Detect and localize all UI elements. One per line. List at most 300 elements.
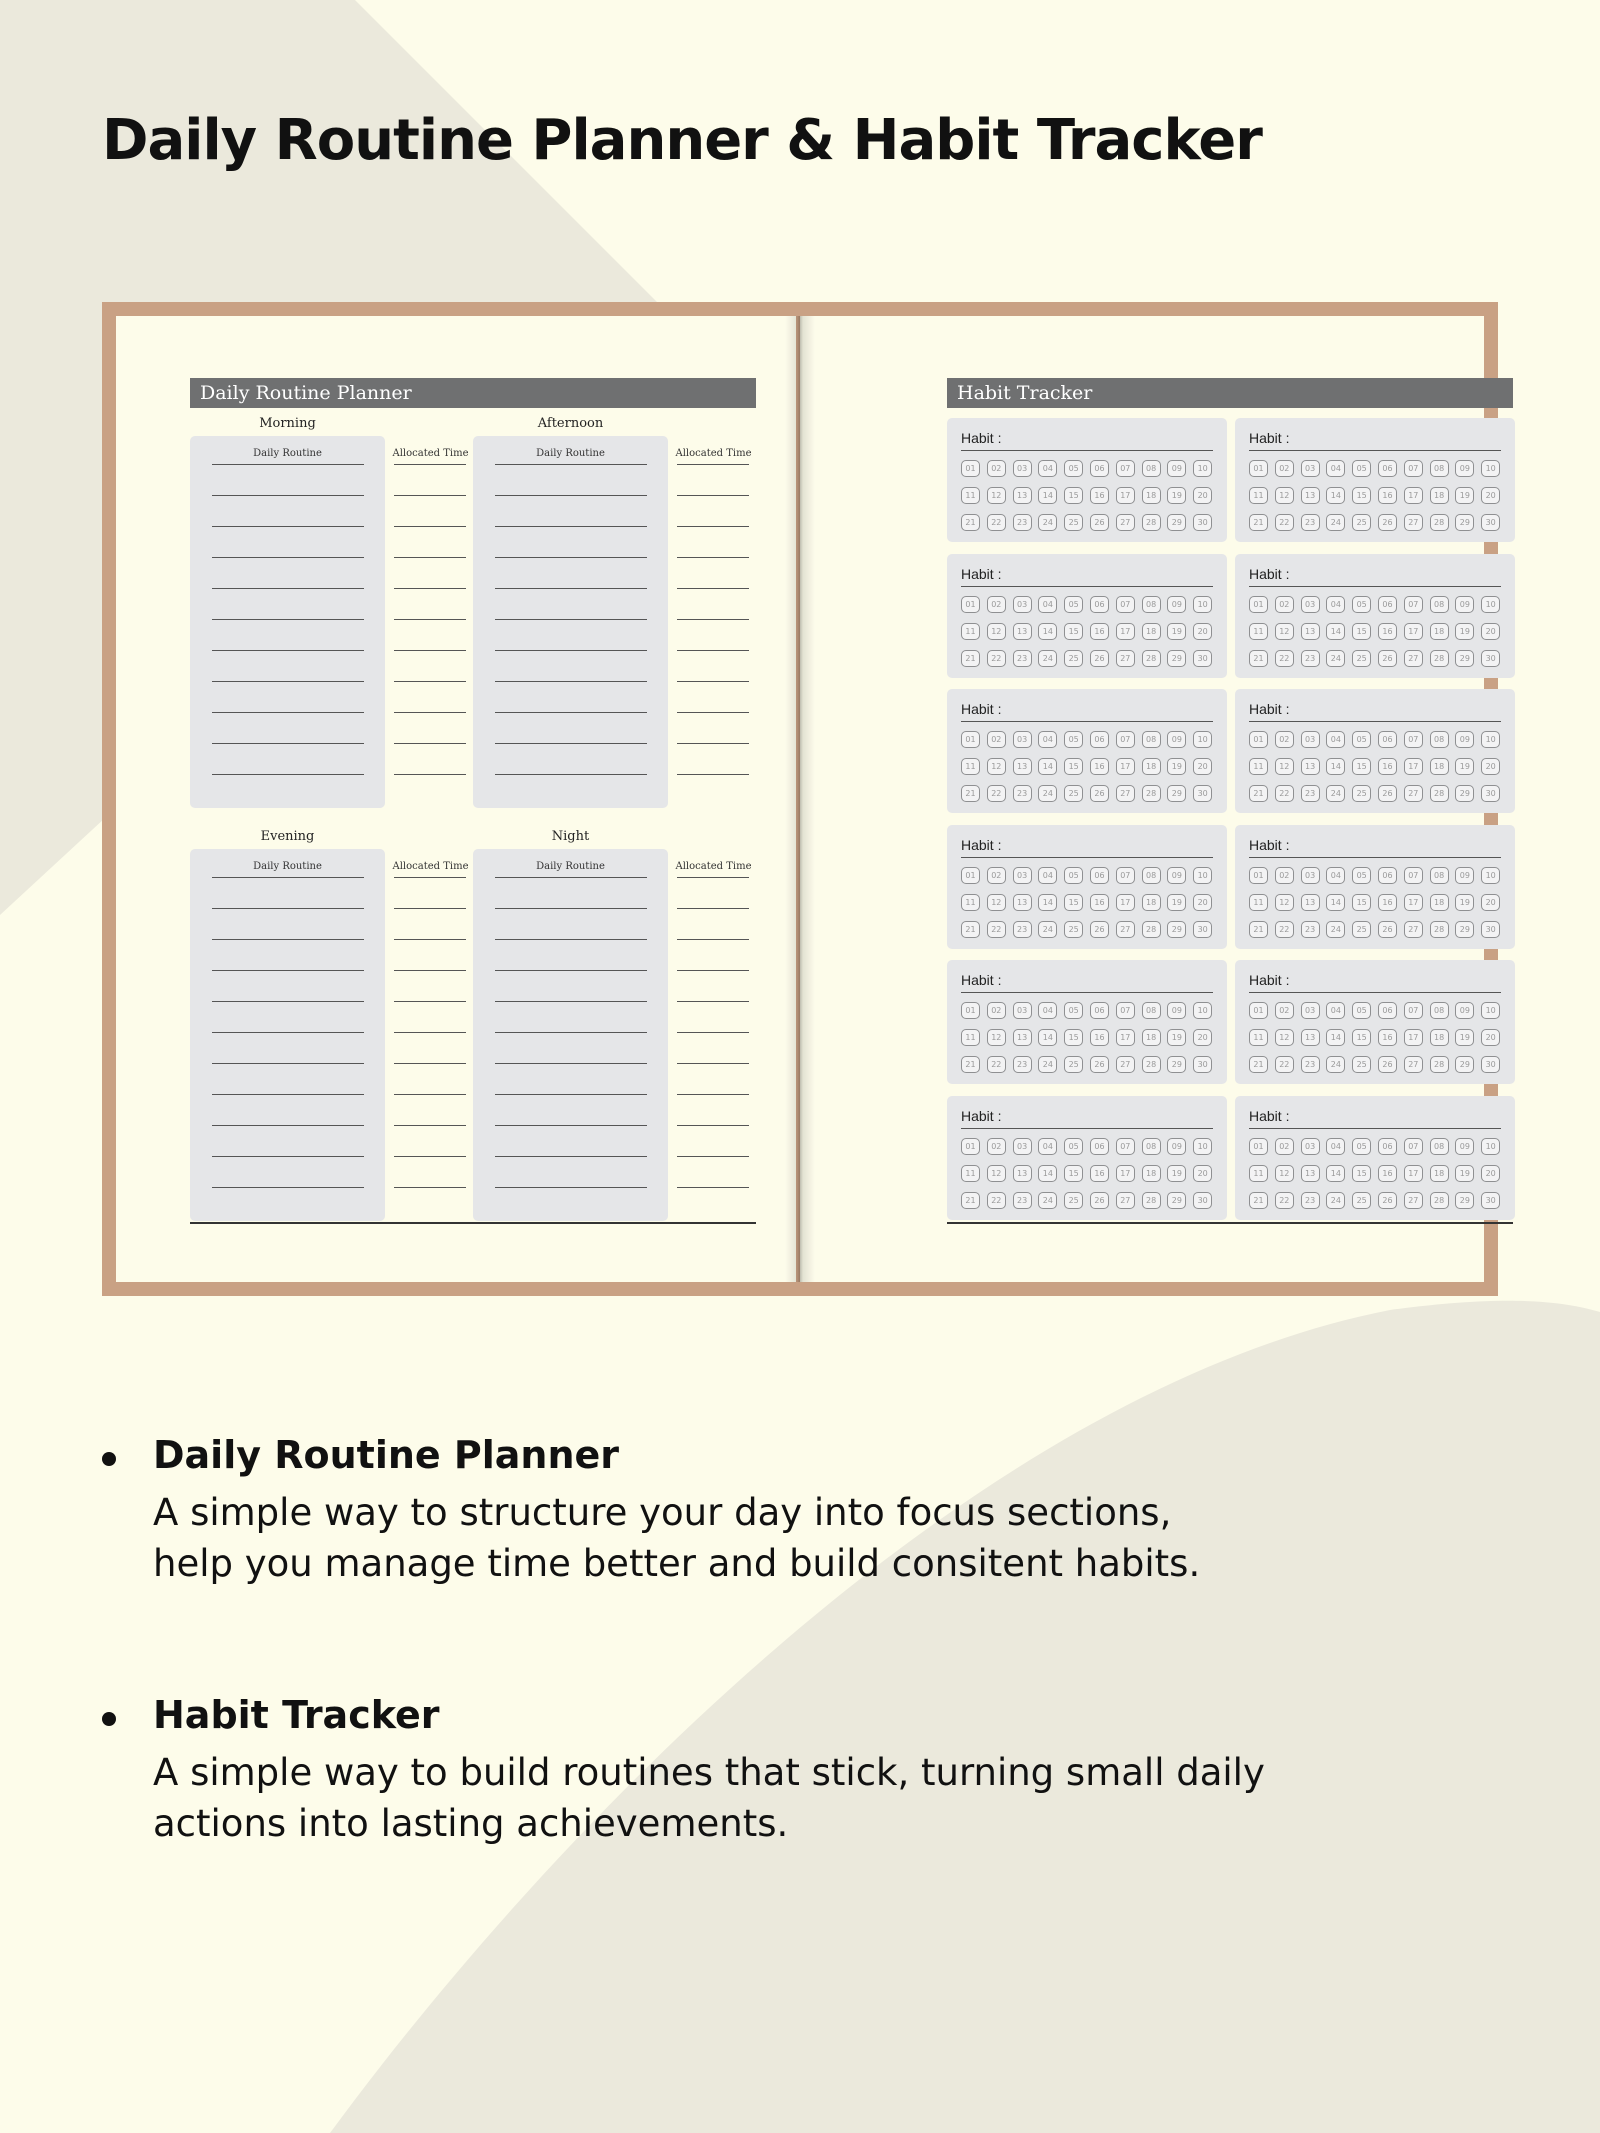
day-checkbox: 19 <box>1455 758 1474 775</box>
day-checkbox: 07 <box>1404 1002 1423 1019</box>
section-label: Evening <box>260 829 315 844</box>
time-line <box>677 650 749 651</box>
day-checkbox: 09 <box>1455 460 1474 477</box>
day-checkbox: 25 <box>1064 1192 1083 1209</box>
day-checkbox: 20 <box>1193 1165 1212 1182</box>
habit-name-line <box>1249 992 1501 993</box>
day-checkbox: 12 <box>1275 1165 1294 1182</box>
day-checkbox: 07 <box>1404 731 1423 748</box>
routine-line <box>212 939 364 940</box>
day-checkbox: 28 <box>1142 921 1161 938</box>
day-checkbox: 28 <box>1142 1192 1161 1209</box>
day-checkbox: 07 <box>1116 1138 1135 1155</box>
time-line <box>394 1187 466 1188</box>
day-checkbox: 21 <box>1249 514 1268 531</box>
day-checkbox: 05 <box>1352 1002 1371 1019</box>
day-checkbox: 05 <box>1064 596 1083 613</box>
day-checkbox: 12 <box>987 623 1006 640</box>
time-line <box>677 1001 749 1002</box>
day-checkbox: 22 <box>987 1192 1006 1209</box>
day-checkbox: 07 <box>1404 1138 1423 1155</box>
day-checkbox: 27 <box>1116 1056 1135 1073</box>
day-checkbox: 25 <box>1352 1056 1371 1073</box>
day-checkbox: 13 <box>1013 1029 1032 1046</box>
page-baseline <box>947 1222 1513 1224</box>
day-checkbox: 27 <box>1404 650 1423 667</box>
routine-line <box>495 877 647 878</box>
routine-line <box>495 712 647 713</box>
time-line <box>394 464 466 465</box>
day-checkbox: 24 <box>1326 1056 1345 1073</box>
day-checkbox: 20 <box>1193 894 1212 911</box>
day-checkbox: 24 <box>1038 921 1057 938</box>
routine-line <box>495 1063 647 1064</box>
day-checkbox: 30 <box>1193 1056 1212 1073</box>
day-checkbox: 04 <box>1326 460 1345 477</box>
routine-line <box>212 1001 364 1002</box>
day-checkbox: 20 <box>1481 758 1500 775</box>
day-checkbox: 18 <box>1430 758 1449 775</box>
day-checkbox: 19 <box>1167 894 1186 911</box>
day-checkbox: 18 <box>1142 1165 1161 1182</box>
habit-name-line <box>1249 721 1501 722</box>
planner-title-bar: Daily Routine Planner <box>190 378 756 408</box>
time-line <box>677 970 749 971</box>
habit-card <box>1235 1096 1515 1220</box>
day-checkbox: 27 <box>1404 1192 1423 1209</box>
day-checkbox: 19 <box>1455 1029 1474 1046</box>
day-checkbox: 29 <box>1167 921 1186 938</box>
feature-description <box>153 1487 1403 1589</box>
day-checkbox: 04 <box>1326 731 1345 748</box>
section-label: Morning <box>259 416 316 431</box>
day-checkbox: 12 <box>1275 487 1294 504</box>
day-checkbox: 27 <box>1116 650 1135 667</box>
day-checkbox: 10 <box>1481 596 1500 613</box>
routine-line <box>495 1187 647 1188</box>
day-checkbox: 07 <box>1116 1002 1135 1019</box>
day-checkbox: 15 <box>1352 487 1371 504</box>
day-checkbox: 05 <box>1352 1138 1371 1155</box>
day-checkbox: 22 <box>987 1056 1006 1073</box>
day-checkbox: 20 <box>1193 1029 1212 1046</box>
day-checkbox: 09 <box>1455 1002 1474 1019</box>
routine-line <box>495 1032 647 1033</box>
day-checkbox: 16 <box>1090 487 1109 504</box>
day-checkbox: 25 <box>1352 921 1371 938</box>
day-checkbox: 21 <box>961 785 980 802</box>
time-line <box>677 1125 749 1126</box>
day-checkbox: 26 <box>1090 785 1109 802</box>
day-checkbox: 02 <box>987 460 1006 477</box>
day-checkbox: 03 <box>1013 1138 1032 1155</box>
day-checkbox: 09 <box>1167 596 1186 613</box>
day-checkbox: 15 <box>1352 623 1371 640</box>
day-checkbox: 22 <box>1275 921 1294 938</box>
routine-line <box>212 877 364 878</box>
day-checkbox: 09 <box>1455 1138 1474 1155</box>
day-checkbox: 25 <box>1352 785 1371 802</box>
time-line <box>677 495 749 496</box>
time-line <box>394 1001 466 1002</box>
day-checkbox: 03 <box>1301 460 1320 477</box>
day-checkbox: 07 <box>1404 460 1423 477</box>
routine-line <box>495 650 647 651</box>
day-checkbox: 26 <box>1090 1056 1109 1073</box>
habit-label: Habit : <box>961 1107 1002 1124</box>
day-checkbox: 21 <box>1249 1192 1268 1209</box>
day-checkbox: 23 <box>1301 1192 1320 1209</box>
day-checkbox: 09 <box>1455 731 1474 748</box>
routine-line <box>212 526 364 527</box>
day-checkbox: 03 <box>1013 1002 1032 1019</box>
time-line <box>677 557 749 558</box>
day-checkbox: 07 <box>1116 731 1135 748</box>
day-checkbox: 21 <box>1249 1056 1268 1073</box>
routine-line <box>495 774 647 775</box>
day-checkbox: 11 <box>1249 1029 1268 1046</box>
day-checkbox: 12 <box>1275 894 1294 911</box>
day-checkbox: 01 <box>1249 867 1268 884</box>
day-checkbox: 01 <box>1249 731 1268 748</box>
day-checkbox: 18 <box>1142 1029 1161 1046</box>
day-checkbox: 07 <box>1404 867 1423 884</box>
day-checkbox: 23 <box>1301 1056 1320 1073</box>
habit-card <box>947 418 1227 542</box>
day-checkbox: 15 <box>1352 1165 1371 1182</box>
page-title: Daily Routine Planner & Habit Tracker <box>102 108 1262 173</box>
day-checkbox: 28 <box>1430 1056 1449 1073</box>
day-checkbox: 28 <box>1430 1192 1449 1209</box>
day-checkbox: 11 <box>961 1165 980 1182</box>
day-checkbox: 30 <box>1193 514 1212 531</box>
routine-line <box>212 1125 364 1126</box>
day-checkbox: 15 <box>1064 623 1083 640</box>
day-checkbox: 03 <box>1301 1002 1320 1019</box>
column-header-allocated-time: Allocated Time <box>675 861 752 872</box>
habit-card <box>1235 418 1515 542</box>
day-checkbox: 12 <box>1275 758 1294 775</box>
time-line <box>394 712 466 713</box>
day-checkbox: 20 <box>1481 894 1500 911</box>
day-checkbox: 30 <box>1193 921 1212 938</box>
time-line <box>677 774 749 775</box>
day-checkbox: 26 <box>1090 650 1109 667</box>
day-checkbox: 10 <box>1193 1138 1212 1155</box>
day-checkbox: 05 <box>1352 596 1371 613</box>
habit-label: Habit : <box>961 430 1002 446</box>
time-line <box>394 1094 466 1095</box>
day-checkbox: 22 <box>1275 1056 1294 1073</box>
day-checkbox: 14 <box>1326 1029 1345 1046</box>
day-checkbox: 11 <box>961 487 980 504</box>
day-checkbox: 16 <box>1090 894 1109 911</box>
day-checkbox: 09 <box>1167 460 1186 477</box>
day-checkbox: 17 <box>1116 1165 1135 1182</box>
day-checkbox: 12 <box>987 758 1006 775</box>
habit-label: Habit : <box>961 972 1002 988</box>
day-checkbox: 16 <box>1090 1165 1109 1182</box>
day-checkbox: 24 <box>1326 514 1345 531</box>
habit-card <box>1235 689 1515 813</box>
day-checkbox: 23 <box>1301 921 1320 938</box>
day-checkbox: 09 <box>1455 596 1474 613</box>
day-checkbox: 17 <box>1116 487 1135 504</box>
day-checkbox: 28 <box>1430 650 1449 667</box>
time-line <box>677 588 749 589</box>
day-checkbox: 19 <box>1167 487 1186 504</box>
time-line <box>394 619 466 620</box>
day-checkbox: 19 <box>1167 623 1186 640</box>
day-checkbox: 11 <box>961 623 980 640</box>
routine-panel <box>473 436 668 808</box>
day-checkbox: 22 <box>987 650 1006 667</box>
day-checkbox: 21 <box>1249 921 1268 938</box>
day-checkbox: 24 <box>1038 785 1057 802</box>
time-line <box>677 526 749 527</box>
day-checkbox: 25 <box>1352 1192 1371 1209</box>
day-checkbox: 19 <box>1167 758 1186 775</box>
routine-line <box>495 1156 647 1157</box>
day-checkbox: 01 <box>1249 596 1268 613</box>
day-checkbox: 20 <box>1481 623 1500 640</box>
day-checkbox: 13 <box>1301 894 1320 911</box>
day-checkbox: 29 <box>1455 1056 1474 1073</box>
day-checkbox: 02 <box>1275 1002 1294 1019</box>
day-checkbox: 23 <box>1301 650 1320 667</box>
day-checkbox: 02 <box>1275 867 1294 884</box>
habit-label: Habit : <box>961 565 1002 582</box>
day-checkbox: 28 <box>1142 514 1161 531</box>
day-checkbox: 10 <box>1481 1002 1500 1019</box>
day-checkbox: 15 <box>1352 758 1371 775</box>
routine-line <box>495 619 647 620</box>
feature-title: Daily Routine Planner <box>153 1433 620 1477</box>
day-checkbox: 13 <box>1301 758 1320 775</box>
day-checkbox: 16 <box>1378 894 1397 911</box>
habit-label: Habit : <box>961 701 1002 717</box>
day-checkbox: 15 <box>1352 1029 1371 1046</box>
tracker-title-bar: Habit Tracker <box>947 378 1513 408</box>
day-checkbox: 18 <box>1142 487 1161 504</box>
day-checkbox: 08 <box>1142 731 1161 748</box>
routine-line <box>212 588 364 589</box>
day-checkbox: 27 <box>1404 785 1423 802</box>
routine-line <box>212 1032 364 1033</box>
time-line <box>394 526 466 527</box>
day-checkbox: 16 <box>1090 623 1109 640</box>
day-checkbox: 29 <box>1167 1192 1186 1209</box>
day-checkbox: 08 <box>1142 1002 1161 1019</box>
habit-label: Habit : <box>1249 836 1290 853</box>
day-checkbox: 07 <box>1404 596 1423 613</box>
day-checkbox: 23 <box>1013 1192 1032 1209</box>
day-checkbox: 05 <box>1064 867 1083 884</box>
day-checkbox: 15 <box>1064 758 1083 775</box>
day-checkbox: 01 <box>961 731 980 748</box>
time-line <box>394 970 466 971</box>
day-checkbox: 27 <box>1404 1056 1423 1073</box>
routine-line <box>212 464 364 465</box>
day-checkbox: 13 <box>1301 1029 1320 1046</box>
day-checkbox: 05 <box>1064 1138 1083 1155</box>
day-checkbox: 28 <box>1142 1056 1161 1073</box>
day-checkbox: 14 <box>1326 623 1345 640</box>
day-checkbox: 19 <box>1167 1165 1186 1182</box>
day-checkbox: 27 <box>1116 1192 1135 1209</box>
day-checkbox: 26 <box>1378 1056 1397 1073</box>
day-checkbox: 12 <box>987 487 1006 504</box>
day-checkbox: 08 <box>1430 867 1449 884</box>
day-checkbox: 04 <box>1038 731 1057 748</box>
day-checkbox: 01 <box>961 460 980 477</box>
day-checkbox: 02 <box>987 731 1006 748</box>
day-checkbox: 17 <box>1116 894 1135 911</box>
day-checkbox: 21 <box>961 1192 980 1209</box>
day-checkbox: 25 <box>1064 1056 1083 1073</box>
day-checkbox: 14 <box>1038 487 1057 504</box>
time-line <box>394 495 466 496</box>
day-checkbox: 03 <box>1013 867 1032 884</box>
day-checkbox: 25 <box>1352 650 1371 667</box>
day-checkbox: 13 <box>1013 1165 1032 1182</box>
routine-line <box>495 1001 647 1002</box>
day-checkbox: 22 <box>1275 1192 1294 1209</box>
time-line <box>677 1063 749 1064</box>
routine-line <box>212 619 364 620</box>
day-checkbox: 01 <box>1249 1002 1268 1019</box>
day-checkbox: 08 <box>1430 731 1449 748</box>
time-line <box>394 908 466 909</box>
day-checkbox: 17 <box>1404 894 1423 911</box>
day-checkbox: 22 <box>987 514 1006 531</box>
day-checkbox: 08 <box>1142 460 1161 477</box>
routine-line <box>495 495 647 496</box>
routine-line <box>495 588 647 589</box>
time-line <box>394 743 466 744</box>
day-checkbox: 17 <box>1404 487 1423 504</box>
day-checkbox: 22 <box>1275 785 1294 802</box>
day-checkbox: 10 <box>1481 460 1500 477</box>
day-checkbox: 14 <box>1326 487 1345 504</box>
day-checkbox: 10 <box>1481 731 1500 748</box>
day-checkbox: 24 <box>1038 650 1057 667</box>
habit-name-line <box>961 450 1213 451</box>
habit-name-line <box>1249 586 1501 587</box>
time-line <box>394 1156 466 1157</box>
column-header-allocated-time: Allocated Time <box>675 448 752 459</box>
day-checkbox: 05 <box>1352 867 1371 884</box>
day-checkbox: 15 <box>1064 487 1083 504</box>
day-checkbox: 18 <box>1430 894 1449 911</box>
page-baseline <box>190 1222 756 1224</box>
day-checkbox: 29 <box>1455 921 1474 938</box>
planner-section-afternoon <box>473 416 756 808</box>
time-line <box>677 1032 749 1033</box>
column-header-allocated-time: Allocated Time <box>392 861 469 872</box>
day-checkbox: 16 <box>1378 1029 1397 1046</box>
time-line <box>677 1187 749 1188</box>
day-checkbox: 03 <box>1013 460 1032 477</box>
day-checkbox: 10 <box>1193 867 1212 884</box>
routine-line <box>212 1187 364 1188</box>
routine-panel <box>190 436 385 808</box>
day-checkbox: 12 <box>987 1029 1006 1046</box>
day-checkbox: 17 <box>1404 623 1423 640</box>
day-checkbox: 16 <box>1090 758 1109 775</box>
day-checkbox: 11 <box>961 894 980 911</box>
day-checkbox: 30 <box>1481 1056 1500 1073</box>
habit-name-line <box>961 857 1213 858</box>
day-checkbox: 25 <box>1352 514 1371 531</box>
time-line <box>677 743 749 744</box>
routine-line <box>495 681 647 682</box>
day-checkbox: 21 <box>961 1056 980 1073</box>
open-planner-book <box>102 302 1498 1296</box>
day-checkbox: 03 <box>1013 731 1032 748</box>
day-checkbox: 01 <box>961 596 980 613</box>
day-checkbox: 07 <box>1116 596 1135 613</box>
day-checkbox: 02 <box>1275 596 1294 613</box>
day-checkbox: 08 <box>1142 867 1161 884</box>
day-checkbox: 06 <box>1378 460 1397 477</box>
habit-card <box>947 960 1227 1084</box>
tracker-page <box>800 316 1496 1282</box>
habit-card <box>947 689 1227 813</box>
day-checkbox: 13 <box>1013 758 1032 775</box>
section-label: Night <box>551 829 590 844</box>
day-checkbox: 14 <box>1326 758 1345 775</box>
habit-label: Habit : <box>1249 1107 1290 1124</box>
day-checkbox: 04 <box>1326 867 1345 884</box>
routine-line <box>212 743 364 744</box>
day-checkbox: 06 <box>1090 1138 1109 1155</box>
day-checkbox: 06 <box>1378 867 1397 884</box>
day-checkbox: 05 <box>1064 731 1083 748</box>
day-checkbox: 27 <box>1404 921 1423 938</box>
day-checkbox: 14 <box>1038 758 1057 775</box>
time-line <box>394 650 466 651</box>
day-checkbox: 29 <box>1167 650 1186 667</box>
day-checkbox: 16 <box>1378 623 1397 640</box>
habit-card <box>947 554 1227 678</box>
day-checkbox: 19 <box>1455 487 1474 504</box>
routine-line <box>212 774 364 775</box>
time-line <box>394 681 466 682</box>
day-checkbox: 20 <box>1193 758 1212 775</box>
planner-section-evening <box>190 829 473 1221</box>
day-checkbox: 09 <box>1167 1002 1186 1019</box>
day-checkbox: 11 <box>961 1029 980 1046</box>
day-checkbox: 28 <box>1430 785 1449 802</box>
time-line <box>677 877 749 878</box>
day-checkbox: 27 <box>1116 514 1135 531</box>
day-checkbox: 06 <box>1378 1138 1397 1155</box>
routine-line <box>495 557 647 558</box>
day-checkbox: 22 <box>987 921 1006 938</box>
day-checkbox: 01 <box>961 1002 980 1019</box>
habit-name-line <box>961 1128 1213 1129</box>
routine-panel <box>473 849 668 1221</box>
feature-description-line: actions into lasting achievements. <box>153 1802 789 1845</box>
day-checkbox: 18 <box>1142 758 1161 775</box>
book-spine <box>785 316 815 1282</box>
day-checkbox: 21 <box>961 650 980 667</box>
day-checkbox: 03 <box>1301 596 1320 613</box>
day-checkbox: 02 <box>987 596 1006 613</box>
day-checkbox: 15 <box>1064 1029 1083 1046</box>
time-line <box>394 877 466 878</box>
